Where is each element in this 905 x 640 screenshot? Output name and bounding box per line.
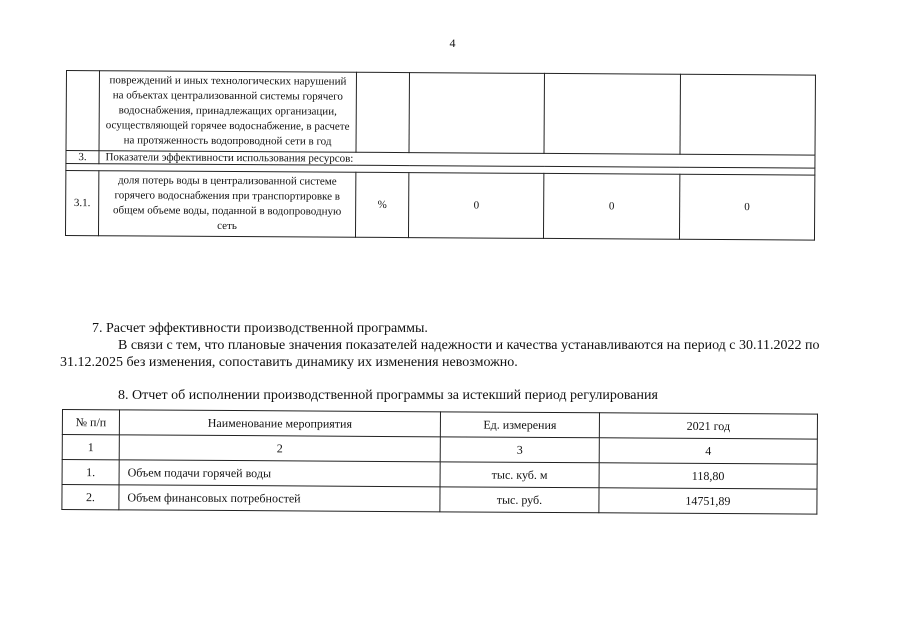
- unit-cell: %: [355, 172, 408, 237]
- row-number-cell: 3.: [66, 151, 99, 164]
- page-number: 4: [449, 36, 456, 50]
- section-7-text-line2: 31.12.2025 без изменения, сопоставить динамику их изменения невозможно.: [60, 355, 518, 370]
- section-7-text-line1: В связи с тем, что плановые значения показателей надежности и качества устанавливаются на период с 30.11.2022 по: [118, 338, 820, 353]
- unit-cell: тыс. куб. м: [440, 462, 599, 488]
- table-row: [65, 171, 814, 241]
- index-cell: 3: [440, 437, 599, 463]
- index-cell: 2: [119, 435, 440, 462]
- unit-cell: [356, 72, 409, 152]
- value-cell: 0: [408, 173, 544, 239]
- value-cell: 0: [679, 174, 815, 240]
- table-row: [66, 71, 815, 156]
- value-cell: [680, 74, 816, 155]
- unit-cell: тыс. руб.: [440, 487, 599, 513]
- index-cell: 1: [62, 435, 119, 460]
- header-cell: Наименование мероприятия: [119, 410, 440, 437]
- indicator-name-cell: повреждений и иных технологических нарушений на объектах централизованной системы горячего водоснабжения, принадлежащих организации, осуществляющей горячее водоснабжение, в расчете на протяженность водопроводной сети в год: [99, 71, 356, 153]
- indicator-name-cell: доля потерь воды в централизованной системе горячего водоснабжения при транспортировке в общем объеме воды, поданной в водопроводную сеть: [98, 171, 355, 238]
- value-cell: [409, 73, 545, 154]
- value-cell: 0: [544, 173, 680, 239]
- value-cell: 14751,89: [599, 488, 817, 514]
- table-row: [62, 485, 817, 515]
- header-cell: Ед. измерения: [440, 412, 599, 438]
- row-number-cell: 1.: [62, 460, 119, 485]
- value-cell: 118,80: [599, 463, 817, 489]
- row-number-cell: 3.1.: [65, 171, 98, 236]
- item-name-cell: Объем финансовых потребностей: [119, 485, 440, 512]
- report-table: [61, 409, 818, 515]
- section-7-heading: 7. Расчет эффективности производственной программы.: [92, 321, 428, 336]
- value-cell: [544, 73, 680, 154]
- row-number-cell: 2.: [62, 485, 119, 510]
- section-label: Показатели эффективности использования ресурсов:: [99, 151, 815, 168]
- section-8-heading: 8. Отчет об исполнении производственной программы за истекший период регулирования: [118, 388, 658, 403]
- row-number-cell: [66, 71, 99, 151]
- index-cell: 4: [599, 438, 817, 464]
- indicators-table: [65, 70, 816, 241]
- header-cell: № п/п: [62, 410, 119, 435]
- item-name-cell: Объем подачи горячей воды: [119, 460, 440, 487]
- header-cell: 2021 год: [599, 413, 817, 439]
